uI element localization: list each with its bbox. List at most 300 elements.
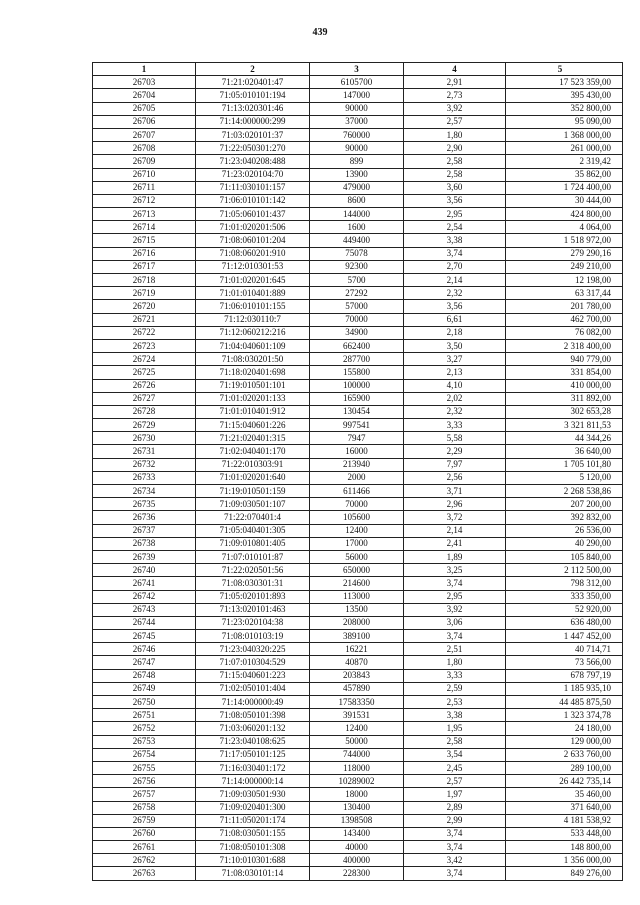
table-row [93,722,623,735]
cell-cadastral-value: 73 566,00 [506,656,623,669]
cell-area: 449400 [310,234,404,247]
cell-row-number: 26717 [93,260,196,273]
table-row [93,616,623,629]
cell-cadastral-value: 30 444,00 [506,194,623,207]
cell-cadastral-value: 462 700,00 [506,313,623,326]
table-row [93,89,623,102]
cell-rate: 3,38 [404,709,506,722]
cell-area: 17583350 [310,696,404,709]
cell-rate: 3,56 [404,300,506,313]
cell-rate: 2,59 [404,682,506,695]
cell-rate: 2,14 [404,274,506,287]
cell-cadastral-number: 71:14:000000:49 [196,696,310,709]
cell-cadastral-value: 533 448,00 [506,827,623,840]
cell-row-number: 26747 [93,656,196,669]
table-row [93,656,623,669]
cell-cadastral-value: 63 317,44 [506,287,623,300]
cell-row-number: 26725 [93,366,196,379]
cell-cadastral-number: 71:08:030301:31 [196,577,310,590]
cell-rate: 2,29 [404,445,506,458]
cell-cadastral-value: 52 920,00 [506,603,623,616]
cell-cadastral-number: 71:22:050301:270 [196,142,310,155]
cell-row-number: 26709 [93,155,196,168]
cell-cadastral-value: 1 356 000,00 [506,854,623,867]
cell-cadastral-value: 2 318 400,00 [506,339,623,352]
cell-cadastral-number: 71:23:020104:38 [196,616,310,629]
cell-row-number: 26750 [93,696,196,709]
cell-rate: 3,27 [404,353,506,366]
table-row [93,142,623,155]
cell-area: 203843 [310,669,404,682]
cell-rate: 3,71 [404,485,506,498]
cell-cadastral-number: 71:21:020401:47 [196,76,310,89]
column-header-1: 1 [93,63,196,76]
cell-area: 997541 [310,419,404,432]
cell-cadastral-value: 636 480,00 [506,616,623,629]
table-row [93,867,623,880]
cell-area: 92300 [310,260,404,273]
cell-row-number: 26737 [93,524,196,537]
cell-area: 118000 [310,761,404,774]
cell-rate: 2,56 [404,471,506,484]
table-row [93,234,623,247]
cell-cadastral-number: 71:01:010401:912 [196,405,310,418]
cell-area: 6105700 [310,76,404,89]
cell-cadastral-value: 12 198,00 [506,274,623,287]
cell-cadastral-number: 71:02:040401:170 [196,445,310,458]
cell-rate: 1,80 [404,656,506,669]
cell-rate: 3,42 [404,854,506,867]
cell-row-number: 26759 [93,814,196,827]
cell-row-number: 26760 [93,827,196,840]
cell-area: 662400 [310,339,404,352]
cell-area: 5700 [310,274,404,287]
cell-area: 57000 [310,300,404,313]
cell-cadastral-number: 71:23:040208:488 [196,155,310,168]
cell-rate: 2,32 [404,287,506,300]
table-row [93,827,623,840]
cell-cadastral-number: 71:08:050101:398 [196,709,310,722]
cell-cadastral-value: 302 653,28 [506,405,623,418]
cell-area: 208000 [310,616,404,629]
cell-rate: 3,56 [404,194,506,207]
cell-area: 760000 [310,128,404,141]
table-row [93,326,623,339]
cell-cadastral-number: 71:07:010304:529 [196,656,310,669]
cell-cadastral-number: 71:01:020201:133 [196,392,310,405]
cell-cadastral-number: 71:02:050101:404 [196,682,310,695]
cell-cadastral-number: 71:12:030110:7 [196,313,310,326]
cell-rate: 3,92 [404,102,506,115]
cell-area: 100000 [310,379,404,392]
table-row [93,353,623,366]
table-row [93,458,623,471]
cell-area: 1600 [310,221,404,234]
cell-cadastral-value: 289 100,00 [506,761,623,774]
cell-row-number: 26705 [93,102,196,115]
table-row [93,445,623,458]
cell-cadastral-value: 1 323 374,78 [506,709,623,722]
cell-area: 37000 [310,115,404,128]
cell-row-number: 26749 [93,682,196,695]
cell-row-number: 26706 [93,115,196,128]
cell-cadastral-number: 71:01:010401:889 [196,287,310,300]
cell-cadastral-value: 279 290,16 [506,247,623,260]
table-row [93,709,623,722]
cell-cadastral-number: 71:05:010101:194 [196,89,310,102]
table-row [93,748,623,761]
table-row [93,564,623,577]
cell-area: 90000 [310,142,404,155]
table-row [93,511,623,524]
cell-row-number: 26712 [93,194,196,207]
cell-row-number: 26724 [93,353,196,366]
cell-cadastral-number: 71:09:010801:405 [196,537,310,550]
cell-cadastral-number: 71:08:030201:50 [196,353,310,366]
cell-row-number: 26761 [93,841,196,854]
cell-row-number: 26738 [93,537,196,550]
cell-cadastral-number: 71:17:050101:125 [196,748,310,761]
cell-cadastral-value: 395 430,00 [506,89,623,102]
table-row [93,498,623,511]
cell-area: 2000 [310,471,404,484]
cell-rate: 2,95 [404,208,506,221]
cell-row-number: 26711 [93,181,196,194]
cell-rate: 2,58 [404,168,506,181]
cell-area: 143400 [310,827,404,840]
cell-area: 8600 [310,194,404,207]
cell-rate: 3,74 [404,577,506,590]
cell-cadastral-number: 71:08:010103:19 [196,630,310,643]
cell-area: 16000 [310,445,404,458]
cell-area: 13900 [310,168,404,181]
table-row [93,208,623,221]
cell-row-number: 26762 [93,854,196,867]
cell-rate: 3,33 [404,669,506,682]
table-row [93,590,623,603]
table-row [93,696,623,709]
cell-row-number: 26727 [93,392,196,405]
cell-area: 650000 [310,564,404,577]
cell-cadastral-value: 678 797,19 [506,669,623,682]
table-row [93,260,623,273]
cell-area: 34900 [310,326,404,339]
table-row [93,168,623,181]
cell-rate: 6,61 [404,313,506,326]
table-row [93,392,623,405]
cell-cadastral-number: 71:15:040601:223 [196,669,310,682]
cell-cadastral-number: 71:12:060212:216 [196,326,310,339]
cell-rate: 2,95 [404,590,506,603]
table-row [93,76,623,89]
cell-area: 75078 [310,247,404,260]
cell-cadastral-value: 95 090,00 [506,115,623,128]
cell-row-number: 26751 [93,709,196,722]
column-header-5: 5 [506,63,623,76]
cell-area: 479000 [310,181,404,194]
cell-rate: 2,13 [404,366,506,379]
cell-area: 744000 [310,748,404,761]
cell-cadastral-value: 36 640,00 [506,445,623,458]
cell-cadastral-number: 71:22:020501:56 [196,564,310,577]
cell-rate: 2,14 [404,524,506,537]
cell-area: 17000 [310,537,404,550]
cell-rate: 2,57 [404,115,506,128]
cell-cadastral-value: 1 447 452,00 [506,630,623,643]
cell-cadastral-number: 71:09:030501:930 [196,788,310,801]
table-row [93,682,623,695]
cell-rate: 2,41 [404,537,506,550]
cell-cadastral-number: 71:13:020101:463 [196,603,310,616]
cell-cadastral-value: 5 120,00 [506,471,623,484]
cell-cadastral-number: 71:08:030501:155 [196,827,310,840]
cell-row-number: 26753 [93,735,196,748]
cell-row-number: 26713 [93,208,196,221]
cell-area: 611466 [310,485,404,498]
cell-cadastral-value: 76 082,00 [506,326,623,339]
cell-row-number: 26757 [93,788,196,801]
cell-cadastral-value: 261 000,00 [506,142,623,155]
page-number: 439 [312,27,328,38]
cell-cadastral-number: 71:22:010303:91 [196,458,310,471]
table-row [93,419,623,432]
cell-row-number: 26726 [93,379,196,392]
cell-rate: 3,74 [404,841,506,854]
table-row [93,432,623,445]
cell-cadastral-value: 249 210,00 [506,260,623,273]
cell-row-number: 26743 [93,603,196,616]
cell-row-number: 26719 [93,287,196,300]
cell-cadastral-value: 40 290,00 [506,537,623,550]
cell-area: 12400 [310,722,404,735]
cell-rate: 2,91 [404,76,506,89]
table-row [93,115,623,128]
cell-cadastral-number: 71:16:030401:172 [196,761,310,774]
cell-cadastral-value: 2 112 500,00 [506,564,623,577]
cell-rate: 2,73 [404,89,506,102]
cell-rate: 2,90 [404,142,506,155]
cell-area: 144000 [310,208,404,221]
cell-cadastral-number: 71:03:060201:132 [196,722,310,735]
cell-row-number: 26733 [93,471,196,484]
cell-cadastral-number: 71:05:060101:437 [196,208,310,221]
cell-cadastral-number: 71:01:020201:645 [196,274,310,287]
cell-row-number: 26756 [93,775,196,788]
table-row [93,537,623,550]
cell-cadastral-number: 71:08:060201:910 [196,247,310,260]
cell-cadastral-number: 71:23:020104:70 [196,168,310,181]
cell-rate: 3,74 [404,827,506,840]
cell-cadastral-value: 26 536,00 [506,524,623,537]
cell-rate: 2,45 [404,761,506,774]
cell-rate: 1,89 [404,550,506,563]
cell-rate: 2,99 [404,814,506,827]
cell-area: 389100 [310,630,404,643]
cell-cadastral-number: 71:18:020401:698 [196,366,310,379]
table-row [93,735,623,748]
table-row [93,287,623,300]
table-row [93,524,623,537]
cell-cadastral-number: 71:09:030501:107 [196,498,310,511]
cell-rate: 2,96 [404,498,506,511]
table-row [93,643,623,656]
cell-row-number: 26734 [93,485,196,498]
cell-area: 165900 [310,392,404,405]
cell-row-number: 26741 [93,577,196,590]
cell-area: 899 [310,155,404,168]
table-row [93,102,623,115]
cell-cadastral-number: 71:23:040108:625 [196,735,310,748]
cell-area: 113000 [310,590,404,603]
table-row [93,577,623,590]
cell-area: 457890 [310,682,404,695]
table-row [93,630,623,643]
cell-area: 13500 [310,603,404,616]
table-row [93,155,623,168]
cell-rate: 3,54 [404,748,506,761]
cell-area: 40870 [310,656,404,669]
table-row [93,339,623,352]
cell-cadastral-value: 201 780,00 [506,300,623,313]
table-row [93,274,623,287]
cell-row-number: 26703 [93,76,196,89]
cell-row-number: 26745 [93,630,196,643]
cell-cadastral-value: 940 779,00 [506,353,623,366]
cell-cadastral-number: 71:23:040320:225 [196,643,310,656]
cell-row-number: 26730 [93,432,196,445]
cell-row-number: 26714 [93,221,196,234]
cell-row-number: 26704 [93,89,196,102]
table-row [93,669,623,682]
cell-area: 105600 [310,511,404,524]
cell-rate: 3,50 [404,339,506,352]
cell-cadastral-value: 849 276,00 [506,867,623,880]
cell-cadastral-number: 71:22:070401:4 [196,511,310,524]
cell-cadastral-value: 352 800,00 [506,102,623,115]
cell-cadastral-value: 311 892,00 [506,392,623,405]
cell-area: 391531 [310,709,404,722]
cadastral-value-table [92,62,623,881]
cell-cadastral-value: 40 714,71 [506,643,623,656]
cell-cadastral-value: 331 854,00 [506,366,623,379]
cell-cadastral-number: 71:03:020101:37 [196,128,310,141]
cell-rate: 2,70 [404,260,506,273]
cell-row-number: 26744 [93,616,196,629]
cell-rate: 2,02 [404,392,506,405]
cell-row-number: 26740 [93,564,196,577]
table-row [93,313,623,326]
cell-row-number: 26728 [93,405,196,418]
cell-cadastral-number: 71:07:010101:87 [196,550,310,563]
cell-area: 130400 [310,801,404,814]
cell-area: 56000 [310,550,404,563]
cell-area: 228300 [310,867,404,880]
table-row [93,775,623,788]
cell-rate: 7,97 [404,458,506,471]
cell-area: 130454 [310,405,404,418]
cell-row-number: 26731 [93,445,196,458]
cell-cadastral-value: 35 460,00 [506,788,623,801]
cell-cadastral-value: 207 200,00 [506,498,623,511]
cell-rate: 2,58 [404,155,506,168]
cell-rate: 1,97 [404,788,506,801]
table-row [93,485,623,498]
cell-rate: 2,53 [404,696,506,709]
cell-area: 18000 [310,788,404,801]
cell-rate: 5,58 [404,432,506,445]
table-row [93,300,623,313]
cell-rate: 3,38 [404,234,506,247]
cell-area: 12400 [310,524,404,537]
cell-area: 213940 [310,458,404,471]
cell-row-number: 26716 [93,247,196,260]
cell-row-number: 26758 [93,801,196,814]
table-row [93,181,623,194]
cell-row-number: 26736 [93,511,196,524]
cell-cadastral-number: 71:06:010101:155 [196,300,310,313]
table-row [93,761,623,774]
cell-rate: 3,74 [404,630,506,643]
table-row [93,841,623,854]
cell-area: 1398508 [310,814,404,827]
cell-area: 10289002 [310,775,404,788]
cell-cadastral-value: 1 705 101,80 [506,458,623,471]
table-row [93,379,623,392]
table-row [93,405,623,418]
cell-cadastral-value: 4 181 538,92 [506,814,623,827]
cell-cadastral-value: 424 800,00 [506,208,623,221]
cell-cadastral-number: 71:05:020101:893 [196,590,310,603]
table-row [93,788,623,801]
cell-rate: 1,95 [404,722,506,735]
table-row [93,550,623,563]
table-body [93,76,623,880]
cell-row-number: 26755 [93,761,196,774]
cell-cadastral-value: 3 321 811,53 [506,419,623,432]
cell-cadastral-value: 333 350,00 [506,590,623,603]
column-header-3: 3 [310,63,404,76]
cell-cadastral-value: 129 000,00 [506,735,623,748]
cell-cadastral-number: 71:05:040401:305 [196,524,310,537]
cell-cadastral-value: 105 840,00 [506,550,623,563]
cell-cadastral-value: 24 180,00 [506,722,623,735]
cell-cadastral-number: 71:06:010101:142 [196,194,310,207]
cell-row-number: 26715 [93,234,196,247]
cell-cadastral-number: 71:11:030101:157 [196,181,310,194]
cell-rate: 3,72 [404,511,506,524]
cell-row-number: 26752 [93,722,196,735]
cell-cadastral-value: 35 862,00 [506,168,623,181]
table-row [93,128,623,141]
cell-cadastral-value: 2 633 760,00 [506,748,623,761]
table-row [93,221,623,234]
cell-rate: 3,74 [404,247,506,260]
cell-rate: 3,60 [404,181,506,194]
cell-cadastral-number: 71:01:020201:640 [196,471,310,484]
table-row [93,801,623,814]
cell-cadastral-value: 1 724 400,00 [506,181,623,194]
cell-cadastral-value: 798 312,00 [506,577,623,590]
cell-row-number: 26732 [93,458,196,471]
cell-cadastral-number: 71:19:010501:159 [196,485,310,498]
cell-cadastral-number: 71:21:020401:315 [196,432,310,445]
cell-area: 27292 [310,287,404,300]
cell-cadastral-value: 1 518 972,00 [506,234,623,247]
cell-area: 50000 [310,735,404,748]
cell-cadastral-number: 71:08:050101:308 [196,841,310,854]
cell-cadastral-value: 1 368 000,00 [506,128,623,141]
cell-area: 90000 [310,102,404,115]
